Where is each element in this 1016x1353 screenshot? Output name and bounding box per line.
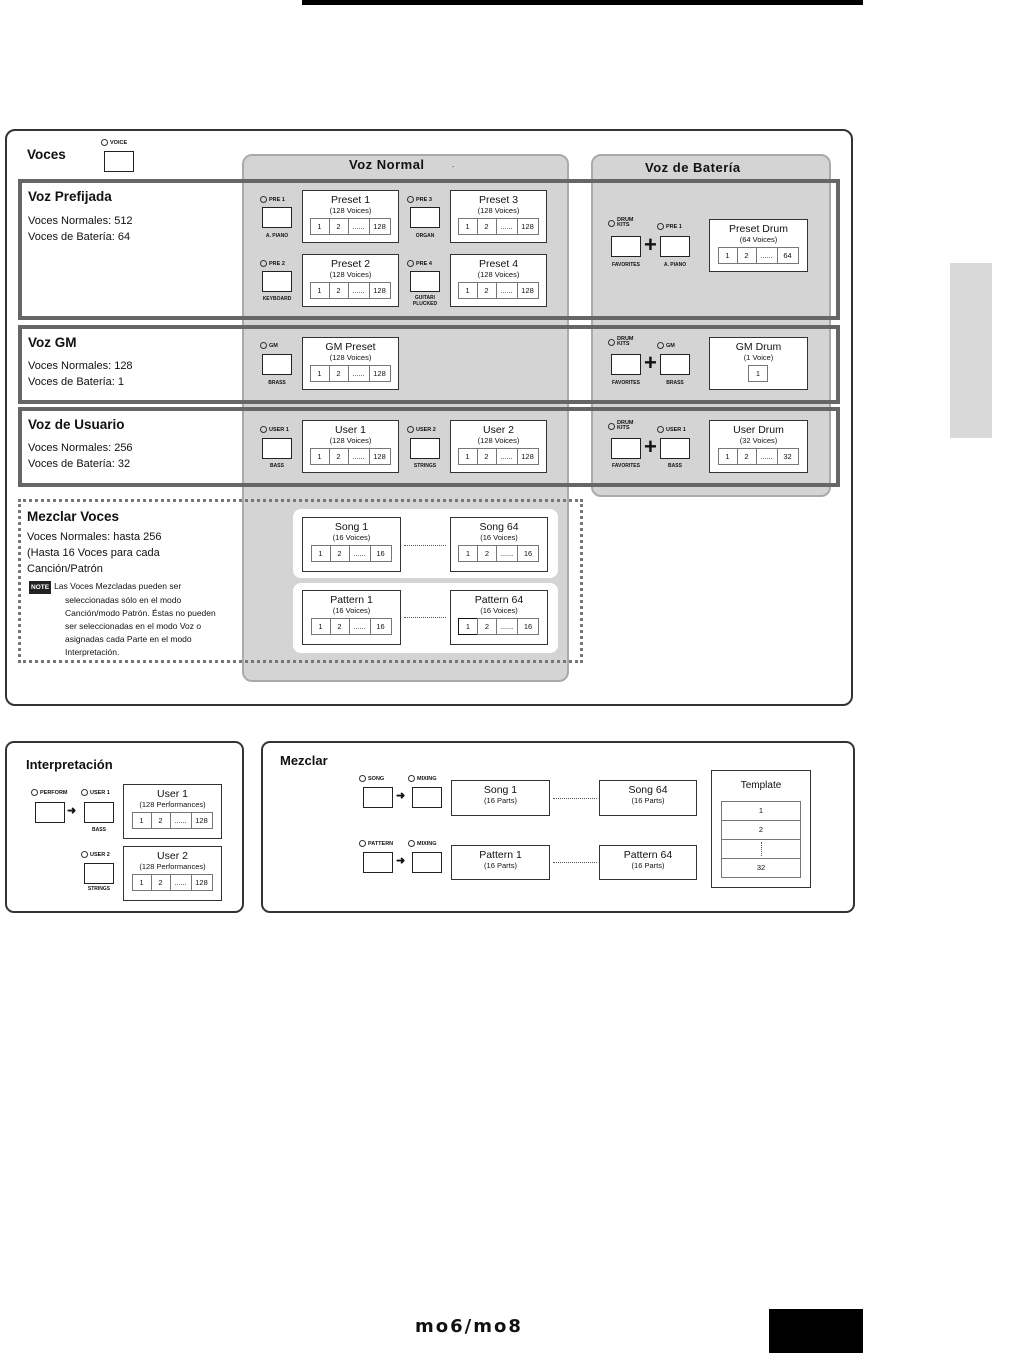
pre3-label: ORGAN [415,233,435,239]
mixing-button-1[interactable] [412,787,442,808]
perf-user1-button[interactable] [84,802,114,823]
drum-gm-label: BRASS [666,380,684,386]
drum-pre1-label: A. PIANO [663,262,687,268]
drum-pre1-radio: PRE 1 [657,223,682,230]
user-desc: Voces Normales: 256 Voces de Batería: 32 [28,442,133,470]
drum-gm-led-icon [657,342,664,349]
drumkits-gm-led-icon [608,339,615,346]
voice-led-icon [101,139,108,146]
favorites-button-user[interactable] [611,438,641,459]
template-row-ellipsis [721,840,801,859]
mix-pattern64-card: Pattern 64 (16 Parts) [599,845,697,880]
pre4-label: GUITAR/ PLUCKED [412,295,438,307]
gm-button[interactable] [262,354,292,375]
voice-button[interactable] [104,151,134,172]
mixing-radio-2: MIXING [408,840,437,847]
pattern-led-icon [359,840,366,847]
perf-user2-radio: USER 2 [81,851,110,858]
drum-gm-radio: GM [657,342,675,349]
pre1-button[interactable] [262,207,292,228]
mixed-desc: Voces Normales: hasta 256 (Hasta 16 Voces para cada Canción/Patrón [27,531,162,575]
dotted-connector [553,798,597,799]
favorites-label: FAVORITES [612,262,640,268]
template-title: Template [740,780,782,791]
gm-title: Voz GM [28,335,77,350]
pattern-button[interactable] [363,852,393,873]
user1-radio: USER 1 [260,426,289,433]
stray-mark: . [452,160,455,169]
pre4-led-icon [407,260,414,267]
mixed-pattern64-card: Pattern 64 (16 Voices) 1 2 ...... 16 [450,590,548,645]
favorites-button-gm[interactable] [611,354,641,375]
mix-song1-card: Song 1 (16 Parts) [451,780,550,816]
drum-user1-label: BASS [668,463,682,469]
gm-preset-card: GM Preset (128 Voices) 1 2 ...... 128 [302,337,399,390]
drumkits-user-led-icon [608,423,615,430]
mixed-pattern1-card: Pattern 1 (16 Voices) 1 2 ...... 16 [302,590,401,645]
arrow-icon: ➜ [396,790,406,802]
preset3-card: Preset 3 (128 Voices) 1 2 ...... 128 [450,190,547,243]
gm-drum-card: GM Drum (1 Voice) 1 [709,337,808,390]
pre2-button[interactable] [262,271,292,292]
favorites-label: FAVORITES [612,463,640,469]
template-row: 1 [721,802,801,821]
dotted-connector [404,545,446,546]
pre1-label: A. PIANO [265,233,289,239]
drum-gm-button[interactable] [660,354,690,375]
drum-user1-radio: USER 1 [657,426,686,433]
drum-voice-heading: Voz de Batería [645,160,741,175]
mix-song64-card: Song 64 (16 Parts) [599,780,697,816]
mixed-song64-card: Song 64 (16 Voices) 1 2 ...... 16 [450,517,548,572]
pattern-radio: PATTERN [359,840,393,847]
perf-user1-led-icon [81,789,88,796]
perform-button[interactable] [35,802,65,823]
pre2-label: KEYBOARD [262,296,292,302]
gm-desc: Voces Normales: 128 Voces de Batería: 1 [28,360,133,388]
perf-user2-card: User 2 (128 Performances) 1 2 ...... 128 [123,846,222,901]
user2-button[interactable] [410,438,440,459]
song-led-icon [359,775,366,782]
dotted-connector [553,862,597,863]
pre1-led-icon [260,196,267,203]
drum-user1-led-icon [657,426,664,433]
pre2-radio: PRE 2 [260,260,285,267]
mixing2-led-icon [408,840,415,847]
note-badge: NOTE [29,581,51,594]
gm-label: BRASS [268,380,286,386]
voice-radio: VOICE [101,139,127,146]
mixed-song1-card: Song 1 (16 Voices) 1 2 ...... 16 [302,517,401,572]
side-tab [950,263,992,438]
perf-user1-card: User 1 (128 Performances) 1 2 ...... 128 [123,784,222,839]
song-radio: SONG [359,775,384,782]
pre4-button[interactable] [410,271,440,292]
template-box [711,770,811,888]
drumkits-radio-preset: DRUM KITS [608,218,634,228]
user1-button[interactable] [262,438,292,459]
user2-led-icon [407,426,414,433]
user1-label: BASS [270,463,284,469]
mix-pattern1-card: Pattern 1 (16 Parts) [451,845,550,880]
user-drum-card: User Drum (32 Voices) 1 2 ...... 32 [709,420,808,473]
user2-card: User 2 (128 Voices) 1 2 ...... 128 [450,420,547,473]
user2-label: STRINGS [413,463,437,469]
drum-pre1-button[interactable] [660,236,690,257]
dotted-connector [404,617,446,618]
pre3-radio: PRE 3 [407,196,432,203]
perf-user1-radio: USER 1 [81,789,110,796]
drum-user1-button[interactable] [660,438,690,459]
user-title: Voz de Usuario [28,417,125,432]
pre1-radio: PRE 1 [260,196,285,203]
drumkits-radio-user: DRUM KITS [608,421,634,431]
mixed-title: Mezclar Voces [27,509,120,524]
user2-radio: USER 2 [407,426,436,433]
perf-bass-label: BASS [92,827,106,833]
perform-led-icon [31,789,38,796]
user1-led-icon [260,426,267,433]
pre3-led-icon [407,196,414,203]
page-number-block [769,1309,863,1353]
template-row: 32 [721,859,801,878]
drumkits-led-icon [608,220,615,227]
mixing-button-2[interactable] [412,852,442,873]
perf-user2-button[interactable] [84,863,114,884]
arrow-icon: ➜ [396,855,406,867]
perf-strings-label: STRINGS [87,886,111,892]
preset1-card: Preset 1 (128 Voices) 1 2 ...... 128 [302,190,399,243]
user1-card: User 1 (128 Voices) 1 2 ...... 128 [302,420,399,473]
mixing-radio-1: MIXING [408,775,437,782]
brand-logo: mo6/mo8 [415,1316,523,1337]
pre4-radio: PRE 4 [407,260,432,267]
song-button[interactable] [363,787,393,808]
mixing-title: Mezclar [280,753,328,768]
preset-desc: Voces Normales: 512 Voces de Batería: 64 [28,215,133,243]
preset-title: Voz Prefijada [28,189,112,204]
preset4-card: Preset 4 (128 Voices) 1 2 ...... 128 [450,254,547,307]
preset2-card: Preset 2 (128 Voices) 1 2 ...... 128 [302,254,399,307]
drum-pre1-led-icon [657,223,664,230]
pre2-led-icon [260,260,267,267]
gm-led-icon [260,342,267,349]
mixing-led-icon [408,775,415,782]
favorites-button-preset[interactable] [611,236,641,257]
arrow-icon: ➜ [67,805,77,817]
performance-title: Interpretación [26,757,113,772]
gm-radio: GM [260,342,278,349]
plus-icon: + [644,434,657,459]
template-row: 2 [721,821,801,840]
pre3-button[interactable] [410,207,440,228]
normal-voice-heading: Voz Normal [349,157,425,172]
perf-user2-led-icon [81,851,88,858]
drumkits-radio-gm: DRUM KITS [608,337,634,347]
plus-icon: + [644,350,657,375]
preset-drum-card: Preset Drum (64 Voices) 1 2 ...... 64 [709,219,808,272]
voices-title: Voces [27,147,66,162]
plus-icon: + [644,232,657,257]
perform-radio: PERFORM [31,789,68,796]
top-rule [302,0,863,5]
mixed-note: NOTE Las Voces Mezcladas pueden ser seleccionadas sólo en el modo Canción/modo Patrón. Éstas no pueden ser seleccionadas en el modo Voz o asignadas cada Parte en el modo Interpretación. [31,581,216,657]
favorites-label: FAVORITES [612,380,640,386]
